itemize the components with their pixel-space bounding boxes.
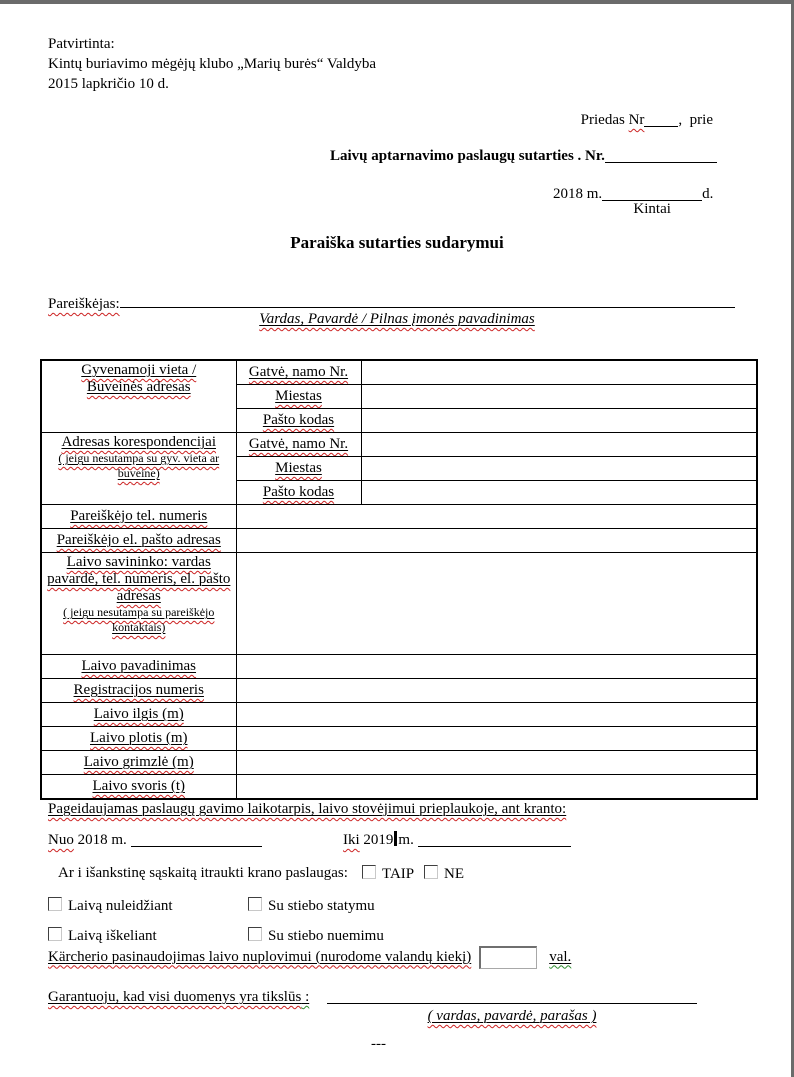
- date-line: [553, 185, 714, 217]
- checkbox-laiva-nuleidziant[interactable]: [48, 897, 62, 911]
- signature-hint: ( vardas, pavardė, parašas ): [427, 1008, 597, 1024]
- option-nuleidziant-label: Laivą nuleidžiant: [68, 898, 173, 914]
- contract-line: [330, 147, 717, 165]
- home-city-label-cell: Miestas: [236, 385, 361, 409]
- width-value-cell[interactable]: [236, 727, 757, 751]
- text-cursor: [394, 831, 397, 846]
- karcher-hours-input[interactable]: [479, 946, 537, 969]
- home-address-line2: Buveinės adresas: [86, 379, 191, 395]
- period-to-suffix: m.: [398, 832, 418, 848]
- checkbox-taip[interactable]: [362, 865, 376, 879]
- length-label-cell: Laivo ilgis (m): [41, 703, 236, 727]
- corr-street-label-cell: Gatvė, namo Nr.: [236, 433, 361, 457]
- karcher-line: [48, 945, 571, 969]
- option-iskeliant: [48, 927, 157, 945]
- applicant-line: [48, 292, 735, 313]
- option-stiebo-nuemimu-label: Su stiebo nuemimu: [268, 928, 384, 944]
- priedas-prefix: Priedas: [580, 112, 629, 128]
- period-intro: Pageidaujamas paslaugų gavimo laikotarpis, laivo stovėjimui prieplaukoje, ant kranto:: [48, 801, 567, 817]
- home-address-line1: Gyvenamoji vieta /: [81, 362, 197, 378]
- applicant-blank[interactable]: [120, 292, 735, 308]
- period-line: [0, 831, 794, 853]
- signature-blank[interactable]: [327, 988, 697, 1004]
- checkbox-ne[interactable]: [424, 865, 438, 879]
- page-title: Paraiška sutarties sudarymui: [290, 233, 504, 252]
- period-to-year: 2019: [359, 832, 394, 848]
- phone-value-cell[interactable]: [236, 505, 757, 529]
- home-city-value-cell[interactable]: [361, 385, 757, 409]
- phone-label-cell: Pareiškėjo tel. numeris: [41, 505, 236, 529]
- weight-label-cell: Laivo svoris (t): [41, 775, 236, 800]
- priedas-line: [581, 111, 713, 129]
- checkbox-laiva-iskeliant[interactable]: [48, 927, 62, 941]
- corr-city-label-cell: Miestas: [236, 457, 361, 481]
- date-place: Kintai: [633, 201, 671, 217]
- email-label-cell: Pareiškėjo el. pašto adresas: [41, 529, 236, 553]
- corr-address-title: Adresas korespondencijai: [61, 434, 217, 450]
- option-stiebo-statymu: [248, 897, 375, 915]
- crane-no-option: [424, 865, 464, 883]
- period-to-word: Iki: [343, 832, 360, 848]
- period-from: [48, 831, 262, 849]
- width-label-cell: Laivo plotis (m): [41, 727, 236, 751]
- period-from-year: 2018 m.: [73, 832, 131, 848]
- owner-title: Laivo savininko: vardas pavardė, tel. numeris, el. pašto adresas: [47, 554, 231, 604]
- form-table-wrap: [40, 359, 758, 800]
- boat-name-value-cell[interactable]: [236, 655, 757, 679]
- application-table: [40, 359, 758, 800]
- home-street-value-cell[interactable]: [361, 360, 757, 385]
- karcher-unit: val.: [549, 948, 572, 965]
- guarantee-line: [48, 989, 309, 1006]
- crane-yes-option: [362, 865, 414, 883]
- applicant-hint: Vardas, Pavardė / Pilnas įmonės pavadinimas: [259, 311, 535, 327]
- checkbox-ne-label: NE: [444, 866, 464, 882]
- owner-note: ( jeigu nesutampa su pareiškėjo kontaktais): [63, 605, 215, 634]
- owner-value-cell[interactable]: [236, 553, 757, 655]
- reg-number-value-cell[interactable]: [236, 679, 757, 703]
- home-zip-value-cell[interactable]: [361, 409, 757, 433]
- corr-street-value-cell[interactable]: [361, 433, 757, 457]
- draft-label-cell: Laivo grimzlė (m): [41, 751, 236, 775]
- corr-address-note: ( jeigu nesutampa su gyv. vieta ar buveine): [58, 451, 220, 480]
- footer-dashes: ---: [371, 1036, 386, 1052]
- home-street-label-cell: Gatvė, namo Nr.: [236, 360, 361, 385]
- draft-value-cell[interactable]: [236, 751, 757, 775]
- approval-block: [48, 34, 376, 94]
- home-address-header-cell: [41, 360, 236, 433]
- corr-zip-value-cell[interactable]: [361, 481, 757, 505]
- options-row-1: [0, 897, 794, 917]
- date-year: 2018 m.: [553, 186, 603, 202]
- approval-line-3: 2015 lapkričio 10 d.: [48, 76, 169, 92]
- owner-label-cell: [41, 553, 236, 655]
- email-value-cell[interactable]: [236, 529, 757, 553]
- checkbox-su-stiebo-statymu[interactable]: [248, 897, 262, 911]
- crane-question: Ar i išankstinę sąskaitą itraukti krano paslaugas:: [58, 865, 348, 881]
- option-stiebo-nuemimu: [248, 927, 384, 945]
- karcher-text: Kärcherio pasinaudojimas laivo nuplovimui (nurodome valandų kiekį): [48, 948, 472, 965]
- weight-value-cell[interactable]: [236, 775, 757, 800]
- checkbox-taip-label: TAIP: [382, 866, 415, 882]
- applicant-label: Pareiškėjas:: [48, 296, 120, 312]
- checkbox-su-stiebo-nuemimu[interactable]: [248, 927, 262, 941]
- home-zip-label-cell: Pašto kodas: [236, 409, 361, 433]
- date-blank[interactable]: [602, 185, 702, 217]
- option-stiebo-statymu-label: Su stiebo statymu: [268, 898, 375, 914]
- contract-title: Laivų aptarnavimo paslaugų sutarties: [330, 148, 574, 164]
- approval-line-1: Patvirtinta:: [48, 36, 115, 52]
- priedas-nr: Nr: [628, 112, 645, 128]
- period-to-blank[interactable]: [418, 831, 571, 847]
- options-row-2: [0, 927, 794, 947]
- crane-question-line: [0, 865, 794, 885]
- approval-line-2: Kintų buriavimo mėgėjų klubo „Marių burės“ Valdyba: [48, 56, 376, 72]
- contract-nr-blank[interactable]: [605, 147, 717, 163]
- period-from-blank[interactable]: [131, 831, 262, 847]
- guarantee-colon: :: [301, 989, 310, 1005]
- corr-address-header-cell: [41, 433, 236, 505]
- corr-city-value-cell[interactable]: [361, 457, 757, 481]
- boat-name-label-cell: Laivo pavadinimas: [41, 655, 236, 679]
- contract-nr-label: . Nr.: [573, 148, 605, 164]
- option-nuleidziant: [48, 897, 173, 915]
- guarantee-text: Garantuoju, kad visi duomenys yra tikslūs: [48, 989, 302, 1005]
- length-value-cell[interactable]: [236, 703, 757, 727]
- date-day-suffix: d.: [702, 186, 714, 202]
- period-from-word: Nuo: [48, 832, 74, 848]
- priedas-nr-blank[interactable]: [644, 111, 678, 127]
- period-to: [343, 831, 571, 849]
- reg-number-label-cell: Registracijos numeris: [41, 679, 236, 703]
- priedas-suffix: , prie: [678, 112, 713, 128]
- option-iskeliant-label: Laivą iškeliant: [68, 928, 157, 944]
- corr-zip-label-cell: Pašto kodas: [236, 481, 361, 505]
